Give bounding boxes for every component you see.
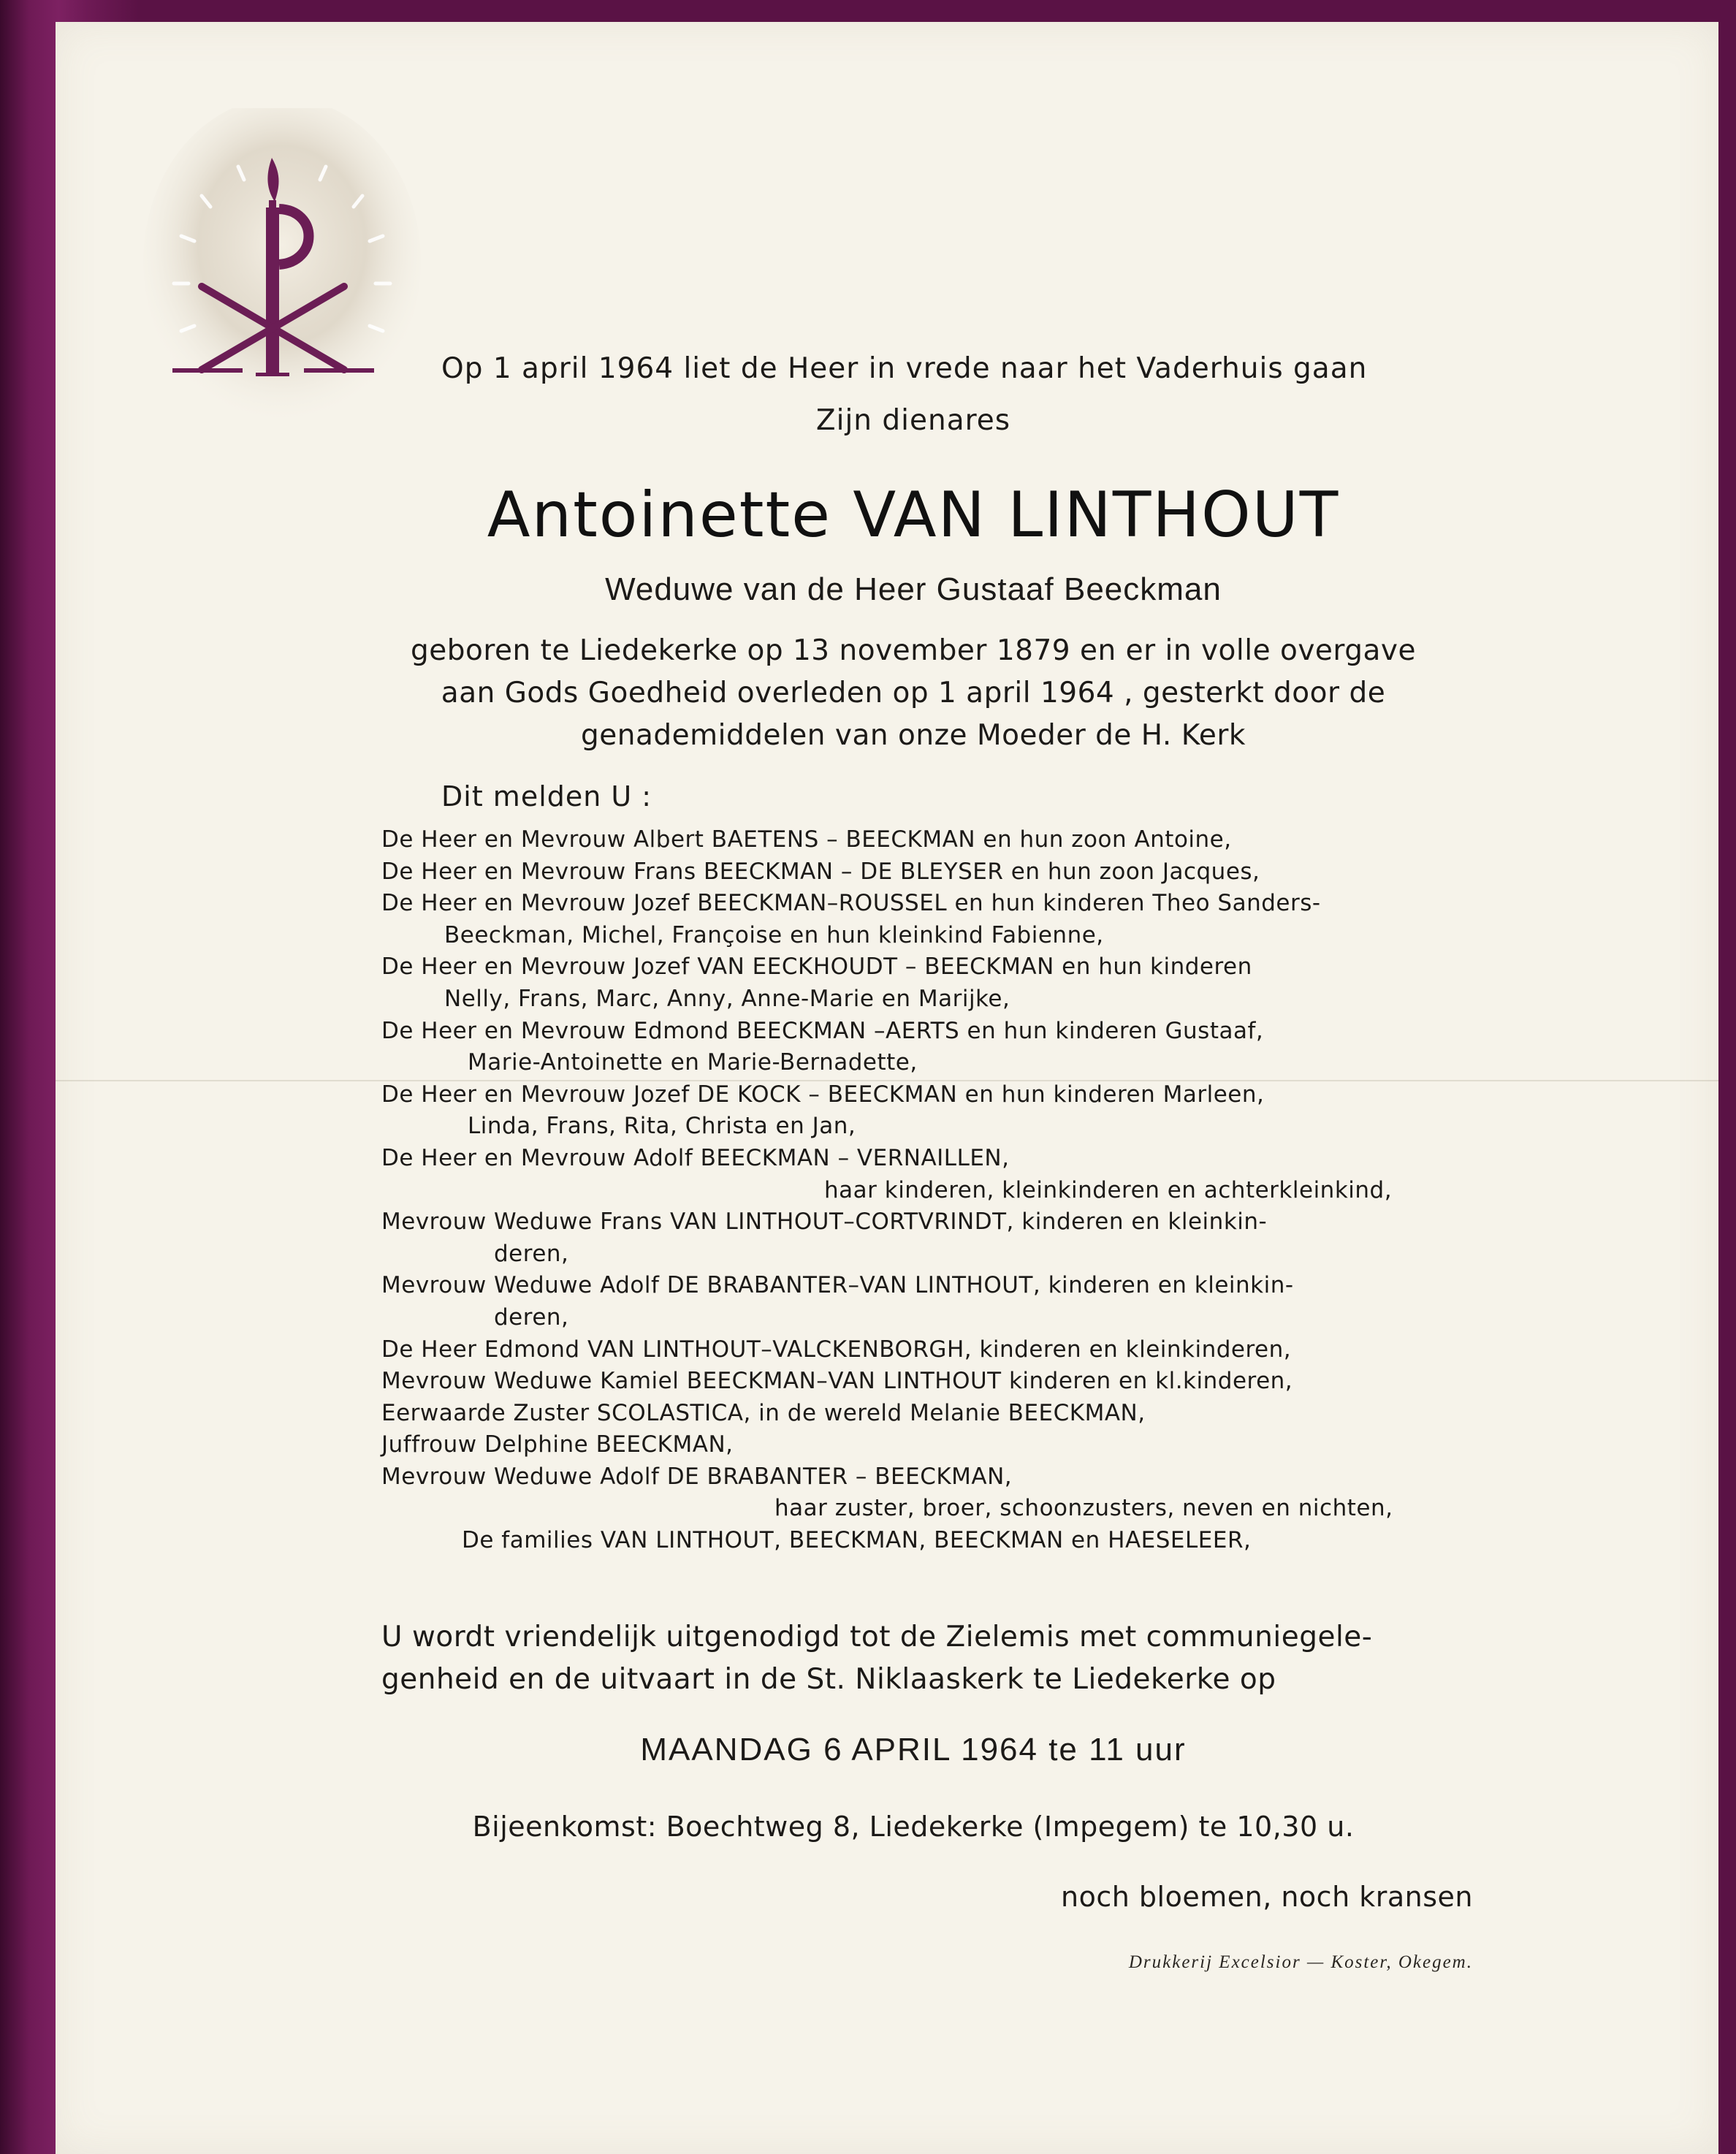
printer-credit: Drukkerij Excelsior — Koster, Okegem. <box>1128 1952 1473 1972</box>
family-line: De Heer en Mevrouw Edmond BEECKMAN –AERTS en hun kinderen Gustaaf, <box>381 1017 1264 1044</box>
no-flowers-note: noch bloemen, noch kransen <box>1061 1881 1473 1913</box>
family-line: haar zuster, broer, schoonzusters, neven en nichten, <box>774 1495 1393 1522</box>
family-line: De Heer en Mevrouw Frans BEECKMAN – DE BLEYSER en hun zoon Jacques, <box>381 858 1260 885</box>
invitation-block <box>381 1616 1372 1701</box>
invite-line: U wordt vriendelijk uitgenodigd tot de Zielemis met communiegele- <box>381 1621 1373 1653</box>
birth-line: geboren te Liedekerke op 13 november 1879 en er in volle overgave <box>411 634 1416 667</box>
family-line: De Heer en Mevrouw Adolf BEECKMAN – VERNAILLEN, <box>381 1144 1010 1171</box>
meeting-place: Bijeenkomst: Boechtweg 8, Liedekerke (Impegem) te 10,30 u. <box>472 1811 1355 1843</box>
family-line: Linda, Frans, Rita, Christa en Jan, <box>468 1113 856 1140</box>
intro-line-2: Zijn dienares <box>815 404 1011 437</box>
family-line: De Heer Edmond VAN LINTHOUT–VALCKENBORGH, kinderen en kleinkinderen, <box>381 1336 1292 1363</box>
family-line: Beeckman, Michel, Françoise en hun kleinkind Fabienne, <box>444 921 1104 948</box>
family-line: haar kinderen, kleinkinderen en achterkleinkind, <box>824 1176 1393 1203</box>
family-line: De Heer en Mevrouw Jozef VAN EECKHOUDT – BEECKMAN en hun kinderen <box>381 954 1252 981</box>
chi-rho-candle-icon <box>143 108 421 430</box>
family-line: deren, <box>494 1240 569 1267</box>
birth-line: genademiddelen van onze Moeder de H. Kerk <box>581 719 1246 752</box>
family-line: deren, <box>494 1304 569 1331</box>
intro-line-1: Op 1 april 1964 liet de Heer in vrede naar het Vaderhuis gaan <box>441 352 1368 385</box>
family-line: Mevrouw Weduwe Adolf DE BRABANTER–VAN LINTHOUT, kinderen en kleinkin- <box>381 1272 1294 1299</box>
family-line: De families VAN LINTHOUT, BEECKMAN, BEECKMAN en HAESELEER, <box>462 1527 1252 1554</box>
service-date: MAANDAG 6 APRIL 1964 te 11 uur <box>640 1732 1187 1767</box>
family-line: De Heer en Mevrouw Albert BAETENS – BEECKMAN en hun zoon Antoine, <box>381 826 1232 853</box>
deceased-name: Antoinette VAN LINTHOUT <box>487 479 1340 552</box>
family-line: De Heer en Mevrouw Jozef DE KOCK – BEECKMAN en hun kinderen Marleen, <box>381 1081 1265 1108</box>
family-list <box>381 824 1477 1557</box>
family-line: Juffrouw Delphine BEECKMAN, <box>381 1431 734 1458</box>
announce-label: Dit melden U : <box>441 780 652 812</box>
family-line: Mevrouw Weduwe Adolf DE BRABANTER – BEECKMAN, <box>381 1463 1013 1490</box>
family-line: Nelly, Frans, Marc, Anny, Anne-Marie en Marijke, <box>444 985 1010 1012</box>
family-line: De Heer en Mevrouw Jozef BEECKMAN–ROUSSEL en hun kinderen Theo Sanders- <box>381 890 1321 917</box>
family-line: Eerwaarde Zuster SCOLASTICA, in de wereld Melanie BEECKMAN, <box>381 1399 1146 1426</box>
widow-of: Weduwe van de Heer Gustaaf Beeckman <box>605 571 1222 607</box>
family-line: Marie-Antoinette en Marie-Bernadette, <box>468 1049 918 1076</box>
birth-block <box>321 630 1505 757</box>
family-line: Mevrouw Weduwe Frans VAN LINTHOUT–CORTVRINDT, kinderen en kleinkin- <box>381 1209 1268 1236</box>
family-line: Mevrouw Weduwe Kamiel BEECKMAN–VAN LINTHOUT kinderen en kl.kinderen, <box>381 1368 1293 1395</box>
invite-line: genheid en de uitvaart in de St. Niklaaskerk te Liedekerke op <box>381 1663 1276 1696</box>
birth-line: aan Gods Goedheid overleden op 1 april 1964 , gesterkt door de <box>441 677 1386 709</box>
